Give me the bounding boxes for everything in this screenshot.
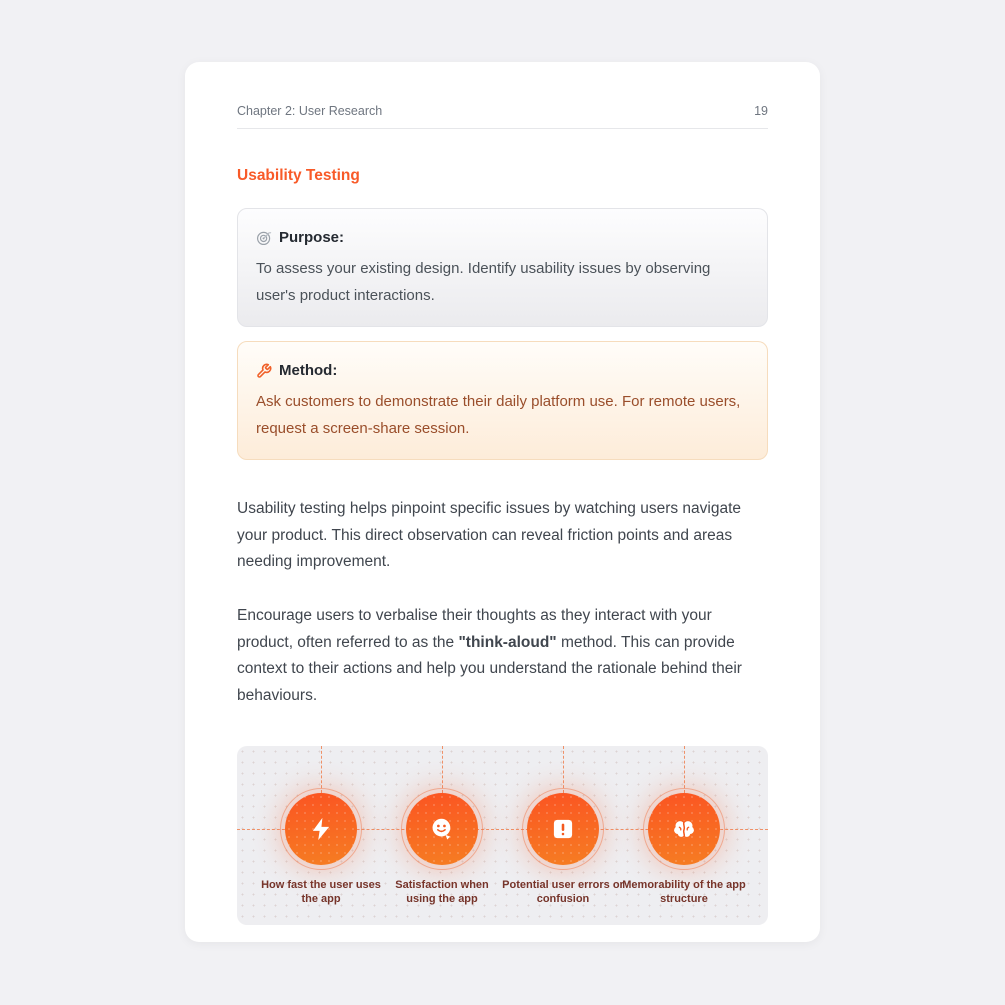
method-callout [237,341,768,460]
metric-circle-ring [527,793,599,865]
metric-memorability [624,746,745,925]
metric-circle [648,793,720,865]
target-icon [256,230,272,246]
metric-caption: Satisfaction when using the app [395,878,489,906]
purpose-body: To assess your existing design. Identify usability issues by observing user's product interactions. [256,260,711,304]
metric-caption: How fast the user uses the app [261,878,381,906]
paragraph2-text: Encourage users to verbalise their thoughts as they interact with your product, often referred to as the [237,606,712,651]
chapter-title: Chapter 2: User Research [237,104,383,118]
purpose-title: Purpose: [279,229,345,246]
method-body: Ask customers to demonstrate their daily platform use. For remote users, request a screen-share session. [256,393,741,437]
metric-circle [527,793,599,865]
metric-caption: Memorability of the app structure [622,878,746,906]
metric-circle-ring [406,793,478,865]
error-alert-icon [549,815,577,843]
guide-line-vertical [684,746,685,793]
metric-circle [285,793,357,865]
guide-line-vertical [563,746,564,793]
book-page [185,62,820,942]
satisfied-user-icon [428,815,456,843]
metric-caption: Potential user errors or confusion [502,878,624,906]
paragraph2-text-after: method. This can provide context to their actions and help you understand the rationale behind their behaviours. [237,633,742,704]
think-aloud-term: "think-aloud" [458,633,557,651]
guide-line-vertical [442,746,443,793]
metric-satisfaction [382,746,503,925]
wrench-icon [256,363,272,379]
method-title-row [256,357,749,384]
metric-circle-ring [648,793,720,865]
purpose-callout [237,208,768,327]
memory-brain-icon [670,815,698,843]
usability-metrics-illustration [237,746,768,925]
purpose-title-row [256,224,749,251]
lightning-bolt-icon [307,815,335,843]
metric-errors [503,746,624,925]
metric-circle [406,793,478,865]
running-head [237,104,768,129]
guide-line-vertical [321,746,322,793]
body-paragraph-1: Usability testing helps pinpoint specific issues by watching users navigate your product. This direct observation can reveal friction points and areas needing improvement. [237,500,742,571]
metric-speed [261,746,382,925]
page-number: 19 [754,104,768,118]
body-paragraph-2 [237,603,768,710]
section-heading: Usability Testing [237,167,360,184]
metric-circle-ring [285,793,357,865]
method-title: Method: [279,362,338,379]
